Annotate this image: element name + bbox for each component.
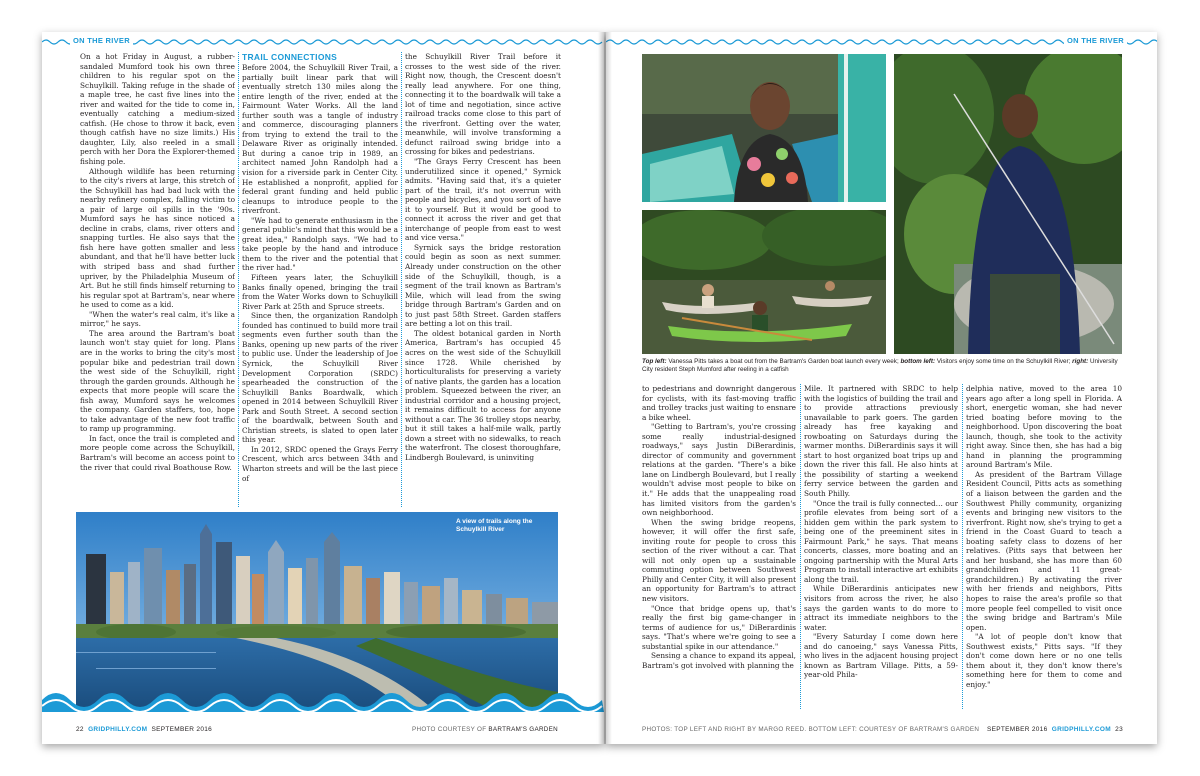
paragraph: Sensing a chance to expand its appeal, Bartram's got involved with planning the xyxy=(642,651,796,670)
left-column-1 xyxy=(80,52,235,527)
caption-lead: bottom left: xyxy=(900,358,936,365)
folio-brand: GRIDPHILLY.COM xyxy=(88,726,148,733)
folio-right xyxy=(987,726,1123,733)
column-divider xyxy=(401,52,402,507)
photo-steph-mumford xyxy=(894,54,1122,354)
paragraph: "Getting to Bartram's, you're crossing some really industrial-designed roadways," says Justin DiBerardinis, director of community and government relations at the garden. "There's a bike lane on Lindbergh Boulevard, but I really wouldn't advise most people to bike on it." He adds that the unappealing road has limited visitors from the garden's own neighborhood. xyxy=(642,422,796,518)
photo-canoes xyxy=(642,210,886,354)
paragraph: Mile. It partnered with SRDC to help with the logistics of building the trail and to provide attractions previously unavailable to park goers. The garden already has free kayaking and rowboating on Saturdays during the warmer months. DiBerardinis says it will start to host organized boat trips up and down the river this fall. He also hints at the possibility of starting a weekend ferry service between the garden and South Philly. xyxy=(804,384,958,499)
right-column-1 xyxy=(642,384,796,714)
photo-credit-right: PHOTOS: TOP LEFT AND RIGHT BY MARGO REED. BOTTOM LEFT: COURTESY OF BARTRAM'S GARDEN xyxy=(642,726,980,733)
credit-source: BARTRAM'S GARDEN xyxy=(488,726,558,733)
skyline-photo xyxy=(76,512,558,712)
paragraph: "We had to generate enthusiasm in the general public's mind that this would be a great idea," Randolph says. "We had to take people by the hand and introduce them to the river and the potential that the river had." xyxy=(242,215,398,273)
photo-vanessa-pitts xyxy=(642,54,886,202)
column-divider xyxy=(800,384,801,709)
left-page xyxy=(42,32,604,744)
caption-text: Vanessa Pitts takes a boat out from the Bartram's Garden boat launch every week; xyxy=(668,358,899,365)
spine-shadow xyxy=(598,32,612,744)
bottom-wave-decoration xyxy=(42,686,604,712)
column-divider xyxy=(962,384,963,709)
paragraph: Fifteen years later, the Schuylkill Banks finally opened, bringing the trail from the Water Works down to Schuylkill River Park at 25th and Spruce streets. xyxy=(242,273,398,311)
folio-left xyxy=(76,726,212,733)
folio-date: SEPTEMBER 2016 xyxy=(151,726,213,733)
section-kicker-left: ON THE RIVER xyxy=(70,36,133,45)
paragraph: delphia native, moved to the area 10 years ago after a long spell in Florida. A short, energetic woman, she had never tried boating before moving to the neighborhood. Upon discovering the boat launch, though, she took to the activity right away. Since then, she has had a big hand in planning the programming around Bartram's Mile. xyxy=(966,384,1122,470)
paragraph: "Every Saturday I come down here and do canoeing," says Vanessa Pitts, who lives in the adjacent housing project known as Bartram Village. Pitts, a 59-year-old Phila- xyxy=(804,632,958,680)
paragraph: In fact, once the trail is completed and more people come across the Schuylkill, Bartram's will become an access point to the river that could rival Boathouse Row. xyxy=(80,433,235,472)
paragraph: The area around the Bartram's boat launch won't stay quiet for long. Plans are in the works to bring the city's most popular bike and pedestrian trail down the west side of the Schuylkill, right through the garden grounds. Although he expects that more people will scare the fish away, Mumford says he welcomes the company. Garden staffers, too, hope to take advantage of the new foot traffic to ramp up programming. xyxy=(80,328,235,434)
left-column-3 xyxy=(405,52,561,509)
paragraph: "When the water's real calm, it's like a mirror," he says. xyxy=(80,309,235,329)
photo-credit-left xyxy=(412,726,558,733)
paragraph: Syrnick says the bridge restoration could begin as soon as next summer. Already under construction on the other side of the Schuylkill, though, is a segment of the trail known as Bartram's Mile, which will lead from the swing bridge through Bartram's Garden and on to just past 58th Street. Garden staffers are betting a lot on this trail. xyxy=(405,242,561,329)
fisherman-portrait-illustration xyxy=(894,54,1122,354)
paragraph: Although wildlife has been returning to the city's rivers at large, this stretch of the Schuylkill has had bad luck with the nearby refinery complex, falling victim to a pair of large oil spills in the '90s. Mumford says he has since noticed a decline in crabs, clams, river otters and snapping turtles. He also says that the fish here have gotten smaller and less abundant, and that he'll have better luck with striped bass and shad further upriver, by the Philadelphia Museum of Art. But he still finds himself returning to his regular spot at Bartram's, near where he used to come as a kid. xyxy=(80,166,235,310)
credit-label: PHOTO COURTESY OF xyxy=(411,726,487,733)
caption-text: University City resident Steph Mumford after reeling in a catfish xyxy=(642,358,1118,373)
page-number: 22 xyxy=(76,726,84,733)
caption-lead: Top left: xyxy=(642,358,667,365)
photo-caption-skyline: A view of trails along the Schuylkill River xyxy=(456,518,533,533)
photo-caption-right xyxy=(642,358,1122,374)
subhead-trail-connections: TRAIL CONNECTIONS xyxy=(242,52,338,62)
section-kicker-right: ON THE RIVER xyxy=(1064,36,1127,45)
paragraph: When the swing bridge reopens, however, it will offer the first safe, inviting route for people to cross this section of the river without a car. That will not only open up a sustainable commuting option between Southwest Philly and Center City, it will also present an opportunity for Bartram's to attract new visitors. xyxy=(642,517,796,604)
paragraph: the Schuylkill River Trail before it crosses to the west side of the river. Right now, though, the Crescent doesn't really lead anywhere. For one thing, connecting it to the boardwalk will take a lot of time and negotiation, since active railroad tracks come close to this part of the riverfront. Getting over the water, meanwhile, will involve transforming a defunct railroad swing bridge into a crossing for bikes and pedestrians. xyxy=(405,52,561,157)
right-page xyxy=(606,32,1157,744)
right-column-2 xyxy=(804,384,958,714)
page-number: 23 xyxy=(1115,726,1123,733)
left-column-2 xyxy=(242,52,398,509)
boats-portrait-illustration xyxy=(642,54,886,202)
paragraph: "The Grays Ferry Crescent has been underutilized since it opened," Syrnick admits. "Having said that, it's a quieter part of the trail, it's not overrun with people and bicycles, and you sort of have it to yourself. But it would be good to connect it across the river and get that interchange of people from east to west and vice versa." xyxy=(405,157,561,243)
paragraph: As president of the Bartram Village Resident Council, Pitts acts as something of a liaison between the garden and the Southwest Philly community, organizing events and bringing new visitors to the riverfront. Right now, she's trying to get a friend in the Coast Guard to teach a boating safety class to dozens of her relatives. (Pitts says that between her and her husband, she has more than 60 grandchildren and 11 great-grandchildren.) By activating the river with her friends and neighbors, Pitts hopes to raise the area's profile so that more people feel compelled to visit once the swing bridge and Bartram's Mile open. xyxy=(966,469,1122,632)
paragraph: Before 2004, the Schuylkill River Trail, a partially built linear park that will eventually stretch 130 miles along the entire length of the river, ended at the Fairmount Water Works. All the land further south was a tangle of industry and commerce, discouraging planners from trying to extend the trail to the Delaware River as originally intended. But during a canoe trip in 1989, an architect named John Randolph had a vision for a riverside park in Center City. He established a nonprofit, applied for federal grant funding and held public cleanups to introduce people to the riverfront. xyxy=(242,63,398,216)
right-column-3 xyxy=(966,384,1122,714)
philadelphia-skyline-illustration xyxy=(76,512,558,712)
caption-text: Visitors enjoy some time on the Schuylkill River; xyxy=(936,358,1071,365)
paragraph: "Once the trail is fully connected… our profile elevates from being sort of a hidden gem within the park system to being one of the preeminent sites in Fairmount Park," he says. That means concerts, classes, more boating and an ongoing partnership with the Mural Arts Program to install interactive art exhibits along the trail. xyxy=(804,498,958,584)
paragraph: "A lot of people don't know that Southwest exists," Pitts says. "If they don't come down here or no one tells them about it, they don't know there's something here for them to come and enjoy." xyxy=(966,632,1122,689)
paragraph: to pedestrians and downright dangerous for cyclists, with its fast-moving traffic and trolley tracks just waiting to ensnare a bike wheel. xyxy=(642,384,796,422)
folio-brand: GRIDPHILLY.COM xyxy=(1051,726,1111,733)
paragraph: Since then, the organization Randolph founded has continued to build more trail segments even further south than the Banks, opening up new parts of the river to public use. Under the leadership of Joe Syrnick, the Schuylkill River Development Corporation (SRDC) spearheaded the construction of the Schuylkill Banks Boardwalk, which opened in 2014 between Schuylkill River Park and South Street. A second section of the boardwalk, between South and Christian streets, is slated to open later this year. xyxy=(242,311,398,445)
paragraph: In 2012, SRDC opened the Grays Ferry Crescent, which arcs between 34th and Wharton streets and will be the last piece of xyxy=(242,444,398,483)
canoes-illustration xyxy=(642,210,886,354)
folio-date: SEPTEMBER 2016 xyxy=(986,726,1048,733)
column-divider xyxy=(238,52,239,507)
paragraph: "Once that bridge opens up, that's really the first big game-changer in terms of audience for us," DiBerardinis says. "That's where we're going to see a substantial spike in our attendance." xyxy=(642,603,796,651)
paragraph: The oldest botanical garden in North America, Bartram's has occupied 45 acres on the west side of the Schuylkill since 1728. While cherished by horticulturalists for preserving a variety of native plants, the garden has a location problem. Squeezed between the river, an industrial corridor and a housing project, it remains difficult to access for anyone without a car. The 36 trolley stops nearby, but it still takes a half-mile walk, partly down a street with no sidewalks, to reach the waterfront. The closest thoroughfare, Lindbergh Boulevard, is uninviting xyxy=(405,328,561,462)
paragraph: While DiBerardinis anticipates new visitors from across the river, he also says the garden wants to do more to attract its immediate neighbors to the water. xyxy=(804,584,958,632)
paragraph: On a hot Friday in August, a rubber-sandaled Mumford took his own three children to his regular spot on the Schuylkill. Taking refuge in the shade of a maple tree, he cast five lines into the river and waited for the tide to come in, eventually catching a medium-sized catfish. (He chose to throw it back, even though catfish have no size limits.) His daughter, Lily, also reeled in a small perch with her Dora the Explorer-themed fishing pole. xyxy=(80,52,235,167)
caption-lead: right: xyxy=(1072,358,1089,365)
